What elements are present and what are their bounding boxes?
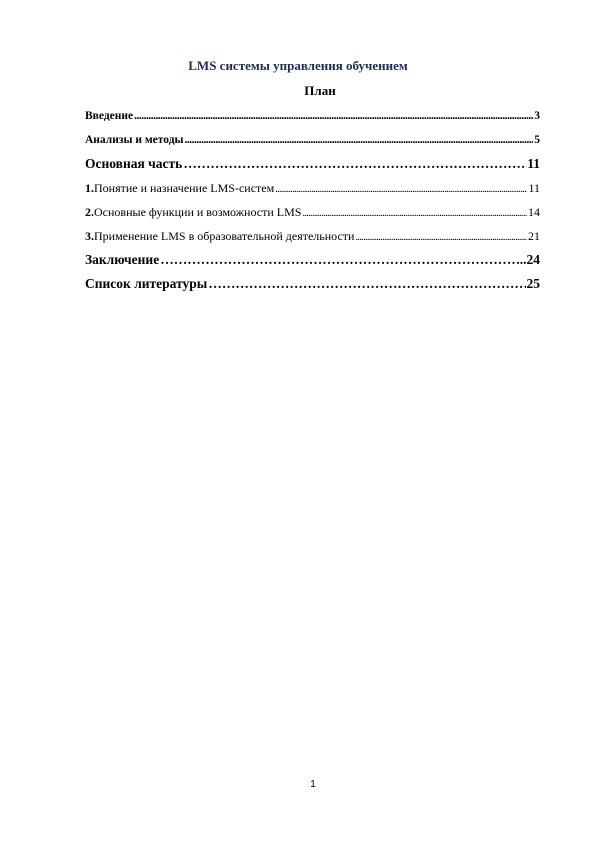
toc-entry-conclusion (85, 248, 540, 272)
toc-dot-leader (208, 272, 525, 296)
toc-entry-page: 3 (534, 110, 540, 122)
toc-entry-text: Основные функции и возможности LMS (94, 205, 302, 219)
toc-dot-leader (302, 200, 527, 224)
toc-dot-leader (275, 176, 527, 200)
toc-entry-number: 2. (85, 205, 94, 219)
toc-entry-page: 21 (528, 229, 540, 243)
toc-entry-number: 3. (85, 229, 94, 243)
toc-subentry-2 (85, 200, 540, 224)
toc-entry-label: Список литературы (85, 276, 208, 291)
toc-entry-number: 1. (85, 181, 94, 195)
toc-dot-leader (183, 152, 526, 176)
toc-entry-page: 25 (526, 276, 540, 291)
toc-entry-label: Заключение (85, 252, 160, 267)
document-title: LMS системы управления обучением (188, 58, 408, 73)
toc-entry-text: Применение LMS в образовательной деятельности (94, 229, 355, 243)
toc-entry-label (85, 224, 355, 248)
table-of-contents (85, 104, 540, 296)
toc-entry-page: 5 (534, 134, 540, 146)
plan-heading: План (304, 83, 336, 98)
toc-entry-page: ..24 (519, 252, 540, 267)
toc-entry-label: Анализы и методы (85, 134, 184, 146)
toc-entry-analysis-methods (85, 128, 540, 152)
toc-entry-label: Введение (85, 110, 134, 122)
toc-entry-references (85, 272, 540, 296)
toc-dot-leader (134, 104, 533, 128)
toc-subentry-3 (85, 224, 540, 248)
toc-entry-text: Понятие и назначение LMS-систем (94, 181, 275, 195)
toc-entry-page: 11 (527, 156, 540, 171)
toc-entry-introduction (85, 104, 540, 128)
toc-entry-label (85, 200, 302, 224)
toc-entry-page: 14 (528, 205, 540, 219)
toc-entry-page: 11 (528, 181, 540, 195)
toc-dot-leader (160, 248, 519, 272)
toc-entry-label: Основная часть (85, 156, 183, 171)
toc-dot-leader (355, 224, 527, 248)
toc-entry-label (85, 176, 275, 200)
toc-entry-main-part (85, 152, 540, 176)
page-number: 1 (310, 779, 316, 790)
toc-dot-leader (185, 128, 534, 152)
toc-subentry-1 (85, 176, 540, 200)
